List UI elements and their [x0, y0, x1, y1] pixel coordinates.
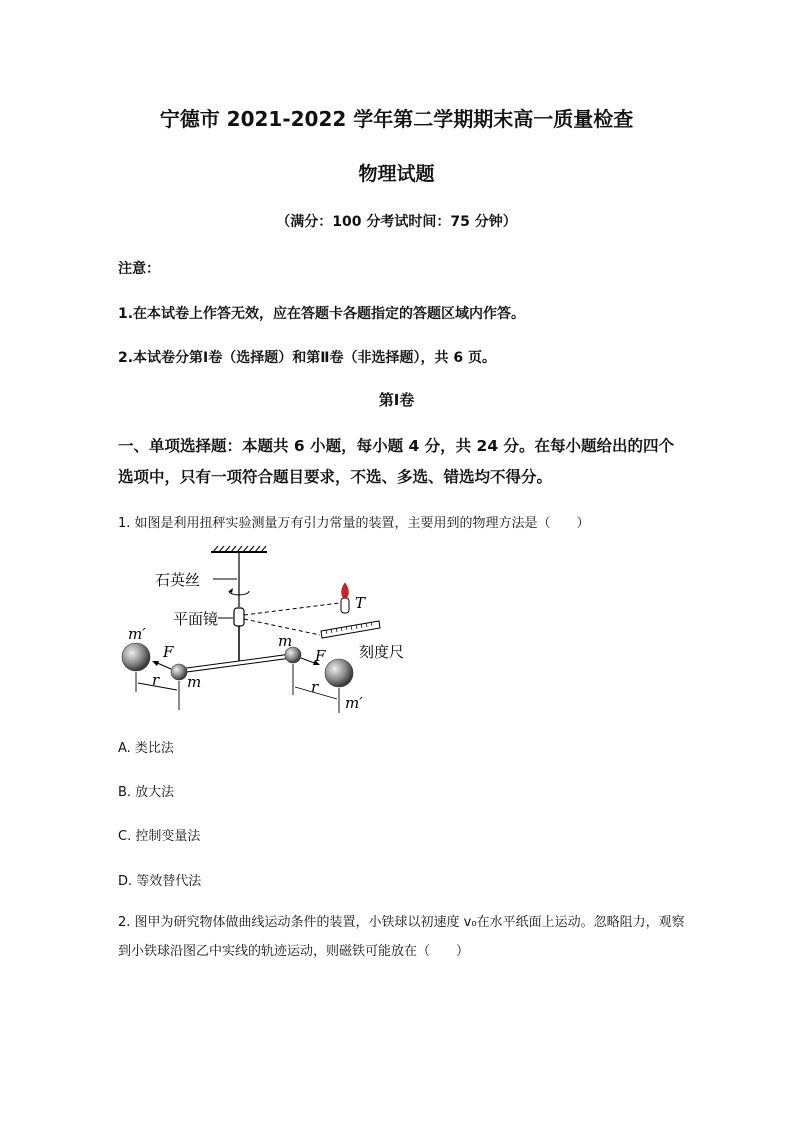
label-F-left: F — [163, 643, 174, 661]
label-scale: 刻度尺 — [359, 643, 405, 661]
section-heading-line-2: 选项中，只有一项符合题目要求，不选、多选、错选均不得分。 — [118, 468, 553, 486]
label-m-right: m — [278, 632, 293, 650]
flame-icon — [342, 583, 349, 598]
option-a: A. 类比法 — [118, 741, 174, 756]
question-2-text: 2. 图甲为研究物体做曲线运动条件的装置，小铁球以初速度 v₀在水平纸面上运动。忽略阻力，观察到小铁球沿图乙中实线的轨迹运动，则磁铁可能放在（ ） — [118, 915, 685, 959]
question-1-text: 1. 如图是利用扭秤实验测量万有引力常量的装置，主要用到的物理方法是（ ） — [118, 516, 590, 531]
label-r-left: r — [152, 671, 160, 689]
large-ball-left — [122, 643, 150, 671]
horizontal-beam — [179, 654, 291, 673]
notice-item-2: 2.本试卷分第Ⅰ卷（选择题）和第Ⅱ卷（非选择题），共 6 页。 — [118, 350, 496, 366]
subject-title: 物理试题 — [358, 163, 435, 185]
label-mprime-left: m′ — [128, 625, 146, 643]
notice-item-1: 1.在本试卷上作答无效，应在答题卡各题指定的答题区域内作答。 — [118, 306, 526, 322]
label-mprime-right: m′ — [345, 694, 363, 712]
option-c: C. 控制变量法 — [118, 829, 201, 844]
exam-info: （满分：100 分考试时间：75 分钟） — [276, 214, 517, 230]
light-source-icon — [341, 598, 349, 613]
label-quartz-fiber: 石英丝 — [155, 571, 201, 589]
label-T: T — [355, 594, 366, 612]
label-r-right: r — [311, 678, 319, 696]
large-ball-right — [325, 659, 353, 687]
torsion-balance-figure — [115, 545, 425, 720]
label-plane-mirror: 平面镜 — [173, 610, 219, 628]
label-F-right: F — [315, 647, 326, 665]
small-ball-left — [171, 664, 187, 680]
label-m-left: m — [187, 673, 202, 691]
plane-mirror — [234, 608, 244, 626]
option-b: B. 放大法 — [118, 785, 175, 800]
volume-title: 第Ⅰ卷 — [378, 391, 415, 409]
page-title: 宁德市 2021-2022 学年第二学期期末高一质量检查 — [159, 107, 634, 131]
incident-beam — [244, 603, 339, 615]
notice-heading: 注意： — [118, 261, 160, 277]
option-d: D. 等效替代法 — [118, 874, 202, 889]
section-heading-line-1: 一、单项选择题：本题共 6 小题，每小题 4 分，共 24 分。在每小题给出的四个 — [118, 437, 675, 455]
